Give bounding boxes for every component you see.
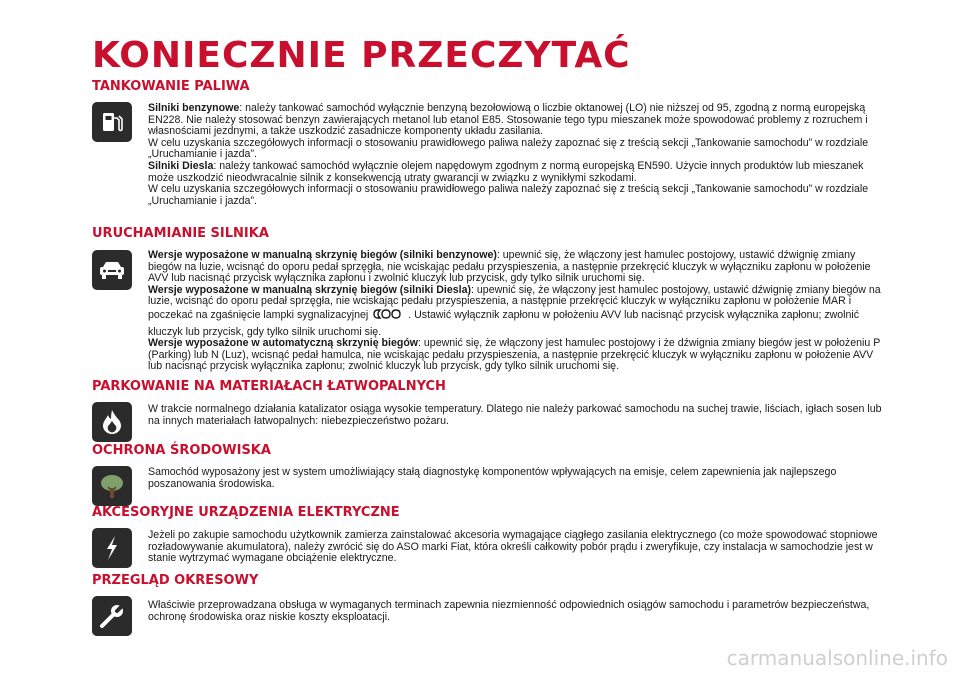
- paragraph-text: W celu uzyskania szczegółowych informacji o stosowaniu prawidłowego paliwa należy zapoznać się z treścią sekcji „Tankowanie samochodu” w rozdziale „Uruchamianie i jazda”.: [148, 183, 869, 207]
- paragraph-text: Samochód wyposażony jest w system umożliwiający stałą diagnostykę komponentów wpływających na emisje, celem zapewnienia jak najlepszego poszanowania środowiska.: [148, 466, 837, 490]
- lightning-icon: [92, 528, 132, 568]
- car-icon: [92, 250, 132, 290]
- section-heading-parking: PARKOWANIE NA MATERIAŁACH ŁATWOPALNYCH: [92, 379, 446, 394]
- paragraph-lead: Wersje wyposażone w manualną skrzynię biegów (silniki benzynowe): [148, 249, 497, 261]
- page-title: KONIECZNIE PRZECZYTAĆ: [92, 35, 631, 76]
- paragraph-text: : należy tankować samochód wyłącznie olejem napędowym zgodnym z normą europejską EN590. Użycie innych produktów lub mieszanek może uszkodzić nieodwracalnie silnik z konsekwencją utraty gwarancji w związku z wynikłymi szkodami.: [148, 159, 864, 184]
- section-body-environment: [148, 467, 888, 490]
- paragraph-text: : należy tankować samochód wyłącznie benzyną bezołowiową o liczbie oktanowej (LO) nie niższej od 95, zgodną z normą europejską EN228. Nie należy stosować benzyn zawierających metanol lub etanol E85. Stosowanie tego typu mieszanek może spowodować problemy z rozruchem i własnościami jezdnymi, a także uszkodzić zasadnicze komponenty układu zasilania.: [148, 102, 868, 138]
- paragraph-text: : upewnić się, że włączony jest hamulec postojowy, ustawić dźwignię zmiany biegów na luzie, wcisnąć do oporu pedał sprzęgła, nie wciskając pedału przyspieszenia, a następnie przekręcić kluczyk w wyłączniku zapłonu w położenie AVV lub nacisnąć przycisk wyłącznika zapłonu i zwolnić kluczyk lub przycisk, gdy tylko silnik uruchomi się.: [148, 249, 871, 285]
- section-body-parking: [148, 404, 888, 427]
- paragraph-text: : upewnić się, że włączony jest hamulec postojowy, ustawić dźwignię zmiany biegów na luzie, wcisnąć do oporu pedał sprzęgła, nie wciskając pedału przyspieszenia, a następnie przekręcić kluczyk w wyłączniku zapłonu w położenie MAR i poczekać na zgaśnięcie lampki sygnalizacyjnej: [148, 283, 881, 321]
- section-heading-fuel: TANKOWANIE PALIWA: [92, 79, 250, 94]
- tree-icon: [92, 466, 132, 506]
- paragraph-lead: Wersje wyposażone w manualną skrzynię biegów (silniki Diesla): [148, 283, 472, 296]
- section-body-fuel: [148, 103, 888, 207]
- paragraph-lead: Silniki Diesla: [148, 159, 214, 172]
- paragraph-lead: Silniki benzynowe: [148, 102, 240, 114]
- paragraph-lead: Wersje wyposażone w automatyczną skrzynię biegów: [148, 337, 419, 350]
- paragraph-text: Jeżeli po zakupie samochodu użytkownik zamierza zainstalować akcesoria wymagające ciągłego zasilania elektrycznego (co może spowodować stopniowe rozładowywanie akumulatora), należy zwrócić się do ASO marki Fiat, która określi całkowity pobór prądu i zweryfikuje, czy instalacja w samochodzie jest w stanie wytrzymać wymagane obciążenie elektryczne.: [148, 529, 878, 565]
- glow-plug-lamp-icon: [372, 308, 404, 327]
- paragraph-text-after: . Ustawić wyłącznik zapłonu w położeniu AVV lub nacisnąć przycisk wyłącznika zapłonu; zwolnić kluczyk lub przycisk, gdy tylko silnik uruchomi się.: [148, 308, 860, 338]
- paragraph: [148, 161, 888, 184]
- paragraph-text: W trakcie normalnego działania katalizator osiąga wysokie temperatury. Dlatego nie należy parkować samochodu na suchej trawie, liściach, igłach sosen lub na innych materiałach łatwopalnych: niebezpieczeństwo pożaru.: [148, 403, 882, 427]
- wrench-icon: [92, 596, 132, 636]
- paragraph: [148, 285, 888, 338]
- paragraph: [148, 338, 888, 373]
- paragraph: [148, 600, 888, 623]
- section-heading-accessories: AKCESORYJNE URZĄDZENIA ELEKTRYCZNE: [92, 505, 400, 520]
- section-body-maintenance: [148, 600, 888, 623]
- paragraph-text: Właściwie przeprowadzana obsługa w wymaganych terminach zapewnia niezmienność odpowiednich osiągów samochodu i parametrów bezpieczeństwa, ochronę środowiska oraz niskie koszty eksploatacji.: [148, 599, 870, 623]
- flame-icon: [92, 402, 132, 442]
- section-body-accessories: [148, 530, 888, 565]
- paragraph: [148, 138, 888, 161]
- paragraph-text: : upewnić się, że włączony jest hamulec postojowy i że dźwignia zmiany biegów jest w położeniu P (Parking) lub N (Luz), wcisnąć pedał hamulca, nie wciskając pedału przyspieszenia, a następnie przekręcić kluczyk w wyłączniku zapłonu w położenie AVV lub nacisnąć przycisk wyłącznika zapłonu; zwolnić kluczyk lub przycisk, gdy tylko silnik uruchomi się.: [148, 337, 881, 373]
- section-heading-environment: OCHRONA ŚRODOWISKA: [92, 443, 271, 458]
- paragraph: [148, 103, 888, 138]
- paragraph: [148, 250, 888, 285]
- watermark: carmanualsonline.info: [726, 646, 948, 670]
- paragraph: [148, 404, 888, 427]
- fuel-pump-icon: [92, 102, 132, 142]
- paragraph: [148, 467, 888, 490]
- section-heading-engine-start: URUCHAMIANIE SILNIKA: [92, 226, 269, 241]
- paragraph: [148, 530, 888, 565]
- section-body-engine-start: [148, 250, 888, 373]
- paragraph: [148, 184, 888, 207]
- paragraph-text: W celu uzyskania szczegółowych informacji o stosowaniu prawidłowego paliwa należy zapoznać się z treścią sekcji „Tankowanie samochodu” w rozdziale „Uruchamianie i jazda”.: [148, 136, 869, 161]
- section-heading-maintenance: PRZEGLĄD OKRESOWY: [92, 573, 259, 588]
